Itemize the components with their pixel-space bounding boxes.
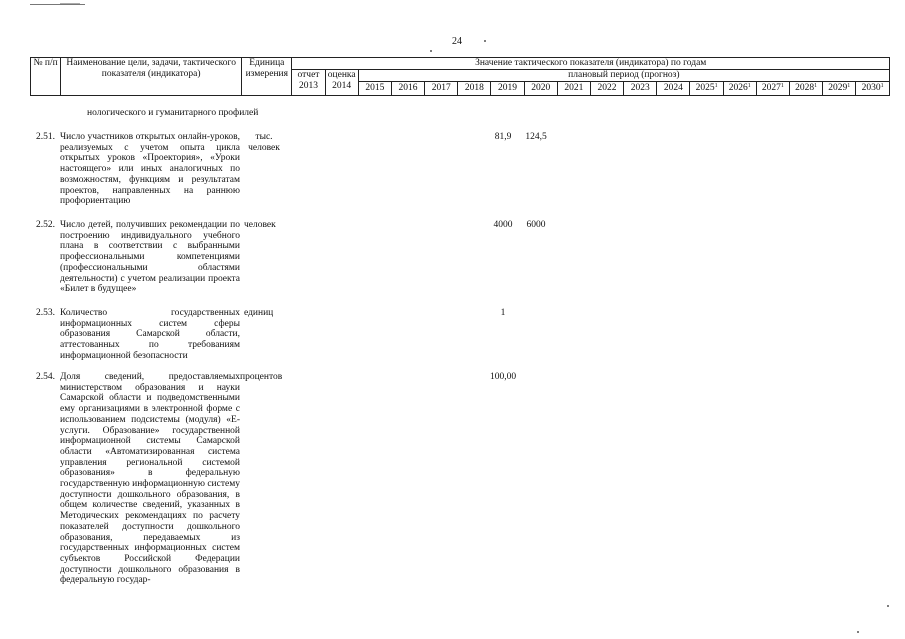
row-number: 2.53. [36,308,55,318]
value-2020: 6000 [526,220,546,230]
header-year: 2027$^1$ [756,82,789,96]
header-values-group: Значение тактического показателя (индикатора) по годам [292,58,890,70]
row-name: нологического и гуманитарного профилей [87,108,259,118]
header-name: Наименование цели, задачи, тактического показателя (индикатора) [61,58,242,96]
top-edge-rule [60,3,80,4]
value-2019: 100,00 [489,372,517,382]
header-estimate: оценка 2014 [325,70,358,96]
footnote-mark: 1 [714,83,718,89]
header-num: № п/п [31,58,61,96]
header-forecast: плановый период (прогноз) [358,70,889,82]
header-unit: Единица измерения [242,58,292,96]
row-unit: человек [244,220,276,230]
header-year: 2017 [425,82,458,96]
value-2019: 81,9 [494,132,512,142]
header-year: 2024 [657,82,690,96]
header-year: 2028$^1$ [790,82,823,96]
row-number: 2.52. [36,220,55,230]
row-unit: тыс. человек [248,132,280,153]
row-number: 2.54. [36,372,55,382]
value-2020: 124,5 [525,132,547,142]
header-year: 2029$^1$ [823,82,856,96]
row-name: Доля сведений, предоставляемых министерством образования и науки Самарской области и подведомственными ему организациями в электронной форме с использованием подсистемы (модуля) «Е-услуги. Образование» государственной информационной системы Самарской области «Автоматизированная система управления региональной системой образования» в федеральную государственную информационную систему доступности дошкольного образования, в общем количестве сведений, указанных в Методических рекомендациях по расчету показателей доступности дошкольного образования, передаваемых из государственных информационных систем субъектов Российской Федерации доступности дошкольного образования в федеральную государ- [60,372,240,586]
scan-speck [484,40,486,42]
header-year: 2023 [624,82,657,96]
top-edge-rule [30,4,85,5]
value-2019: 1 [500,308,506,318]
footnote-mark: 1 [814,83,818,89]
footnote-mark: 1 [880,83,884,89]
scan-speck [857,631,859,633]
value-2019: 4000 [493,220,513,230]
header-report: отчет 2013 [292,70,325,96]
scan-speck [430,50,432,52]
table-header [30,57,890,96]
header-year: 2019 [491,82,524,96]
row-unit: процентов [240,372,283,382]
header-year: 2016 [391,82,424,96]
row-unit: единиц [244,308,274,318]
page-number: 24 [452,36,462,47]
footnote-mark: 1 [747,83,751,89]
header-year: 2022 [590,82,623,96]
header-year: 2030$^1$ [856,82,890,96]
header-year: 2018 [458,82,491,96]
header-year: 2025$^1$ [690,82,723,96]
row-name: Число детей, получивших рекомендации по построению индивидуального учебного плана в соответствии с выбранными профессиональными компетенциями (профессиональными областями деятельности) с учетом реализации проекта «Билет в будущее» [60,220,240,295]
scan-speck [887,605,889,607]
header-year: 2021 [557,82,590,96]
row-name: Количество государственных информационных систем сферы образования Самарской области, аттестованных по требованиям информационной безопасности [60,308,240,361]
header-year: 2020 [524,82,557,96]
row-name: Число участников открытых онлайн-уроков, реализуемых с учетом опыта цикла открытых уроков «Проектория», «Уроки настоящего» или иных аналогичных по возможностям, функциям и результатам проектов, направленных на раннюю профориентацию [60,132,240,207]
header-year: 2015 [358,82,391,96]
footnote-mark: 1 [847,83,851,89]
row-number: 2.51. [36,132,55,142]
header-year: 2026$^1$ [723,82,756,96]
footnote-mark: 1 [780,83,784,89]
